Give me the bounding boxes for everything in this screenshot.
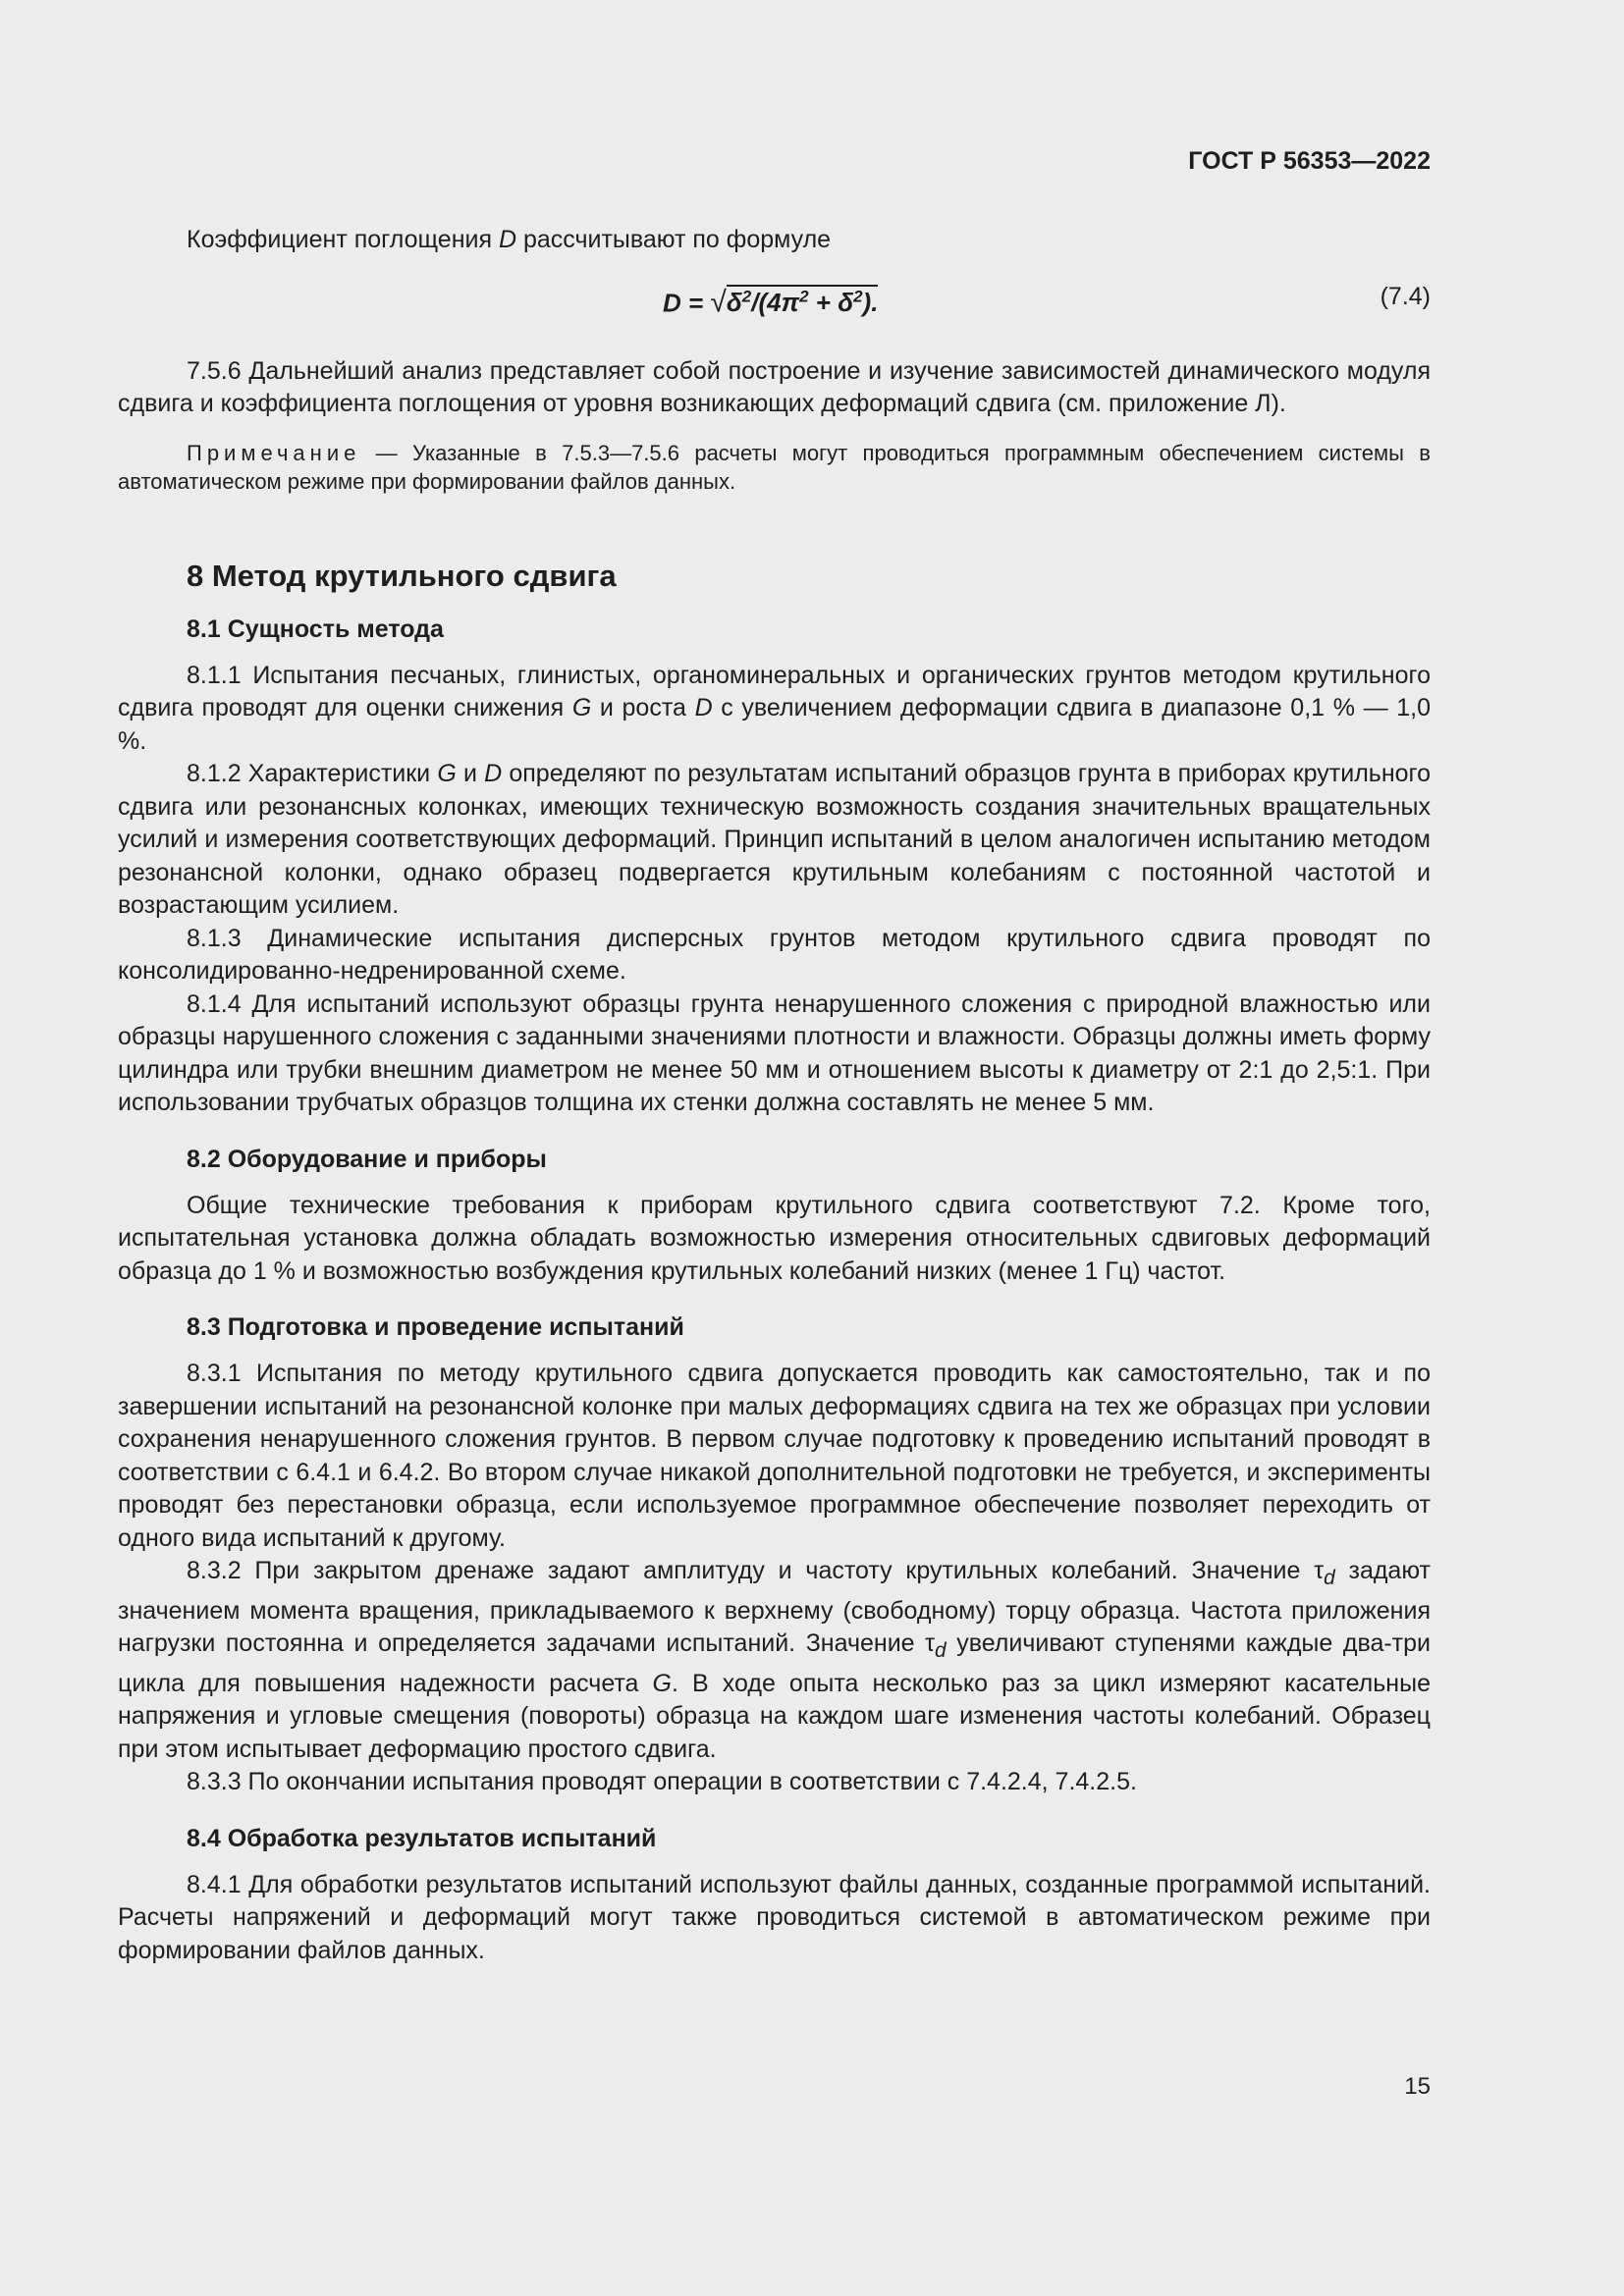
note-label: Примечание: [187, 440, 361, 465]
text-run: . В ходе опыта несколько раз за цикл измеряют касательные напряжения и угловые смещения (повороты) образца на каждом шаге изменения частоты колебаний. Образец при этом испытывает деформацию простого сдвига.: [118, 1669, 1431, 1763]
text-run: и: [456, 760, 485, 787]
text-run: задают значением момента вращения, прикладываемого к верхнему (свободному) торцу образца. Частота приложения нагрузки постоянна и определяется задачами испытаний. Значение: [118, 1557, 1431, 1657]
text-run: определяют по результатам испытаний образцов грунта в приборах крутильного сдвига или резонансных колонках, имеющих техническую возможность создания значительных вращательных усилий и измерения соответствующих деформаций. Принцип испытаний в целом аналогичен испытанию методом резонансной колонки, однако образец подвергается крутильным колебаниям с постоянной частотой и возрастающим усилием.: [118, 760, 1432, 919]
page-content: [118, 224, 1431, 1967]
document-header: ГОСТ Р 56353—2022: [1188, 147, 1431, 175]
page-number: 15: [1404, 2073, 1431, 2100]
paragraph-8-2: Общие технические требования к приборам крутильного сдвига соответствуют 7.2. Кроме того, испытательная установка должна обладать возможностью измерения относительных сдвиговых деформаций образца до 1 % и возможностью возбуждения крутильных колебаний низких (менее 1 Гц) частот.: [118, 1191, 1431, 1285]
note-text: — Указанные в 7.5.3—7.5.6 расчеты могут проводиться программным обеспечением системы в автоматическом режиме при формировании файлов данных.: [118, 440, 1431, 494]
paragraph-8-1-3: 8.1.3 Динамические испытания дисперсных грунтов методом крутильного сдвига проводят по консолидированно-недренированной схеме.: [118, 924, 1431, 985]
formula-close: ).: [862, 288, 879, 318]
var-d: D: [484, 760, 503, 787]
paragraph-8-3-3: 8.3.3 По окончании испытания проводят операции в соответствии с 7.4.2.4, 7.4.2.5.: [187, 1768, 1137, 1795]
subsection-title-8-2: 8.2 Оборудование и приборы: [187, 1145, 547, 1173]
var-tau: τ: [925, 1629, 936, 1657]
subsection-title-8-3: 8.3 Подготовка и проведение испытаний: [187, 1313, 684, 1341]
var-tau-subscript: d: [1324, 1567, 1335, 1589]
equation-number: (7.4): [1380, 282, 1431, 310]
paragraph-8-1-2: [118, 758, 1431, 923]
paragraph-8-4-1: 8.4.1 Для обработки результатов испытаний используют файлы данных, созданные программой испытаний. Расчеты напряжений и деформаций могут также проводиться системой в автоматическом режиме при формировании файлов данных.: [118, 1870, 1431, 1964]
formula-exponent: 2: [799, 287, 809, 306]
formula-exponent: 2: [853, 287, 863, 306]
paragraph-8-1-1: [118, 660, 1431, 759]
subsection-title-8-1: 8.1 Сущность метода: [187, 614, 444, 643]
var-g: G: [571, 694, 592, 721]
paragraph-8-3-2: [118, 1555, 1431, 1766]
subsection-title-8-4: 8.4 Обработка результатов испытаний: [187, 1824, 657, 1852]
formula-radicand: [727, 285, 879, 317]
formula-intro: [118, 224, 1431, 257]
var-tau: τ: [1314, 1557, 1325, 1584]
text-run: с увеличением деформации сдвига в диапазоне 0,1 % — 1,0 %.: [118, 694, 1431, 755]
note: [118, 439, 1431, 496]
text-run: 8.3.2 При закрытом дренаже задают амплитуду и частоту крутильных колебаний. Значение: [187, 1557, 1315, 1584]
intro-text-b: рассчитывают по формуле: [516, 226, 832, 253]
intro-text-a: Коэффициент поглощения: [187, 226, 499, 253]
formula-denominator-open: /(4π: [751, 288, 800, 318]
text-run: 8.1.1 Испытания песчаных, глинистых, органоминеральных и органических грунтов методом крутильного сдвига проводят для оценки снижения: [118, 661, 1431, 721]
formula-exponent: 2: [741, 287, 752, 306]
var-g: G: [437, 760, 457, 787]
paragraph-7-5-6: 7.5.6 Дальнейший анализ представляет собой построение и изучение зависимостей динамического модуля сдвига и коэффициента поглощения от уровня возникающих деформаций сдвига (см. приложение Л).: [118, 356, 1431, 417]
text-run: увеличивают ступенями каждые два-три цикла для повышения надежности расчета: [118, 1629, 1432, 1697]
var-d: D: [694, 694, 713, 721]
paragraph-8-3-1: 8.3.1 Испытания по методу крутильного сдвига допускается проводить как самостоятельно, так и по завершении испытаний на резонансной колонке при малых деформациях сдвига на тех же образцах при условии сохранения ненарушенного сложения грунтов. В первом случае подготовку к проведению испытаний проводят в соответствии с 6.4.1 и 6.4.2. Во втором случае никакой дополнительной подготовки не требуется, и эксперименты проводят без перестановки образца, если используемое программное обеспечение позволяет переходить от одного вида испытаний к другому.: [118, 1360, 1431, 1552]
section-title: 8 Метод крутильного сдвига: [187, 558, 617, 593]
var-g: G: [652, 1669, 672, 1697]
formula-row: [118, 281, 1431, 324]
paragraph-8-1-4: 8.1.4 Для испытаний используют образцы грунта ненарушенного сложения с природной влажностью или образцы нарушенного сложения с заданными значениями плотности и влажности. Образцы должны иметь форму цилиндра или трубки внешним диаметром не менее 50 мм и отношением высоты к диаметру от 2:1 до 2,5:1. При использовании трубчатых образцов толщина их стенки должна составлять не менее 5 мм.: [118, 989, 1431, 1116]
radical-icon: √: [710, 286, 727, 319]
text-run: и роста: [591, 694, 695, 721]
text-run: 8.1.2 Характеристики: [187, 760, 438, 787]
formula-delta: δ: [726, 288, 742, 318]
intro-var-d: D: [498, 226, 517, 253]
var-tau-subscript: d: [935, 1639, 947, 1662]
formula-lhs: D: [663, 288, 681, 318]
formula-equals: =: [680, 288, 711, 318]
formula-plus-delta: + δ: [808, 288, 854, 318]
formula-7-4: [663, 281, 878, 320]
